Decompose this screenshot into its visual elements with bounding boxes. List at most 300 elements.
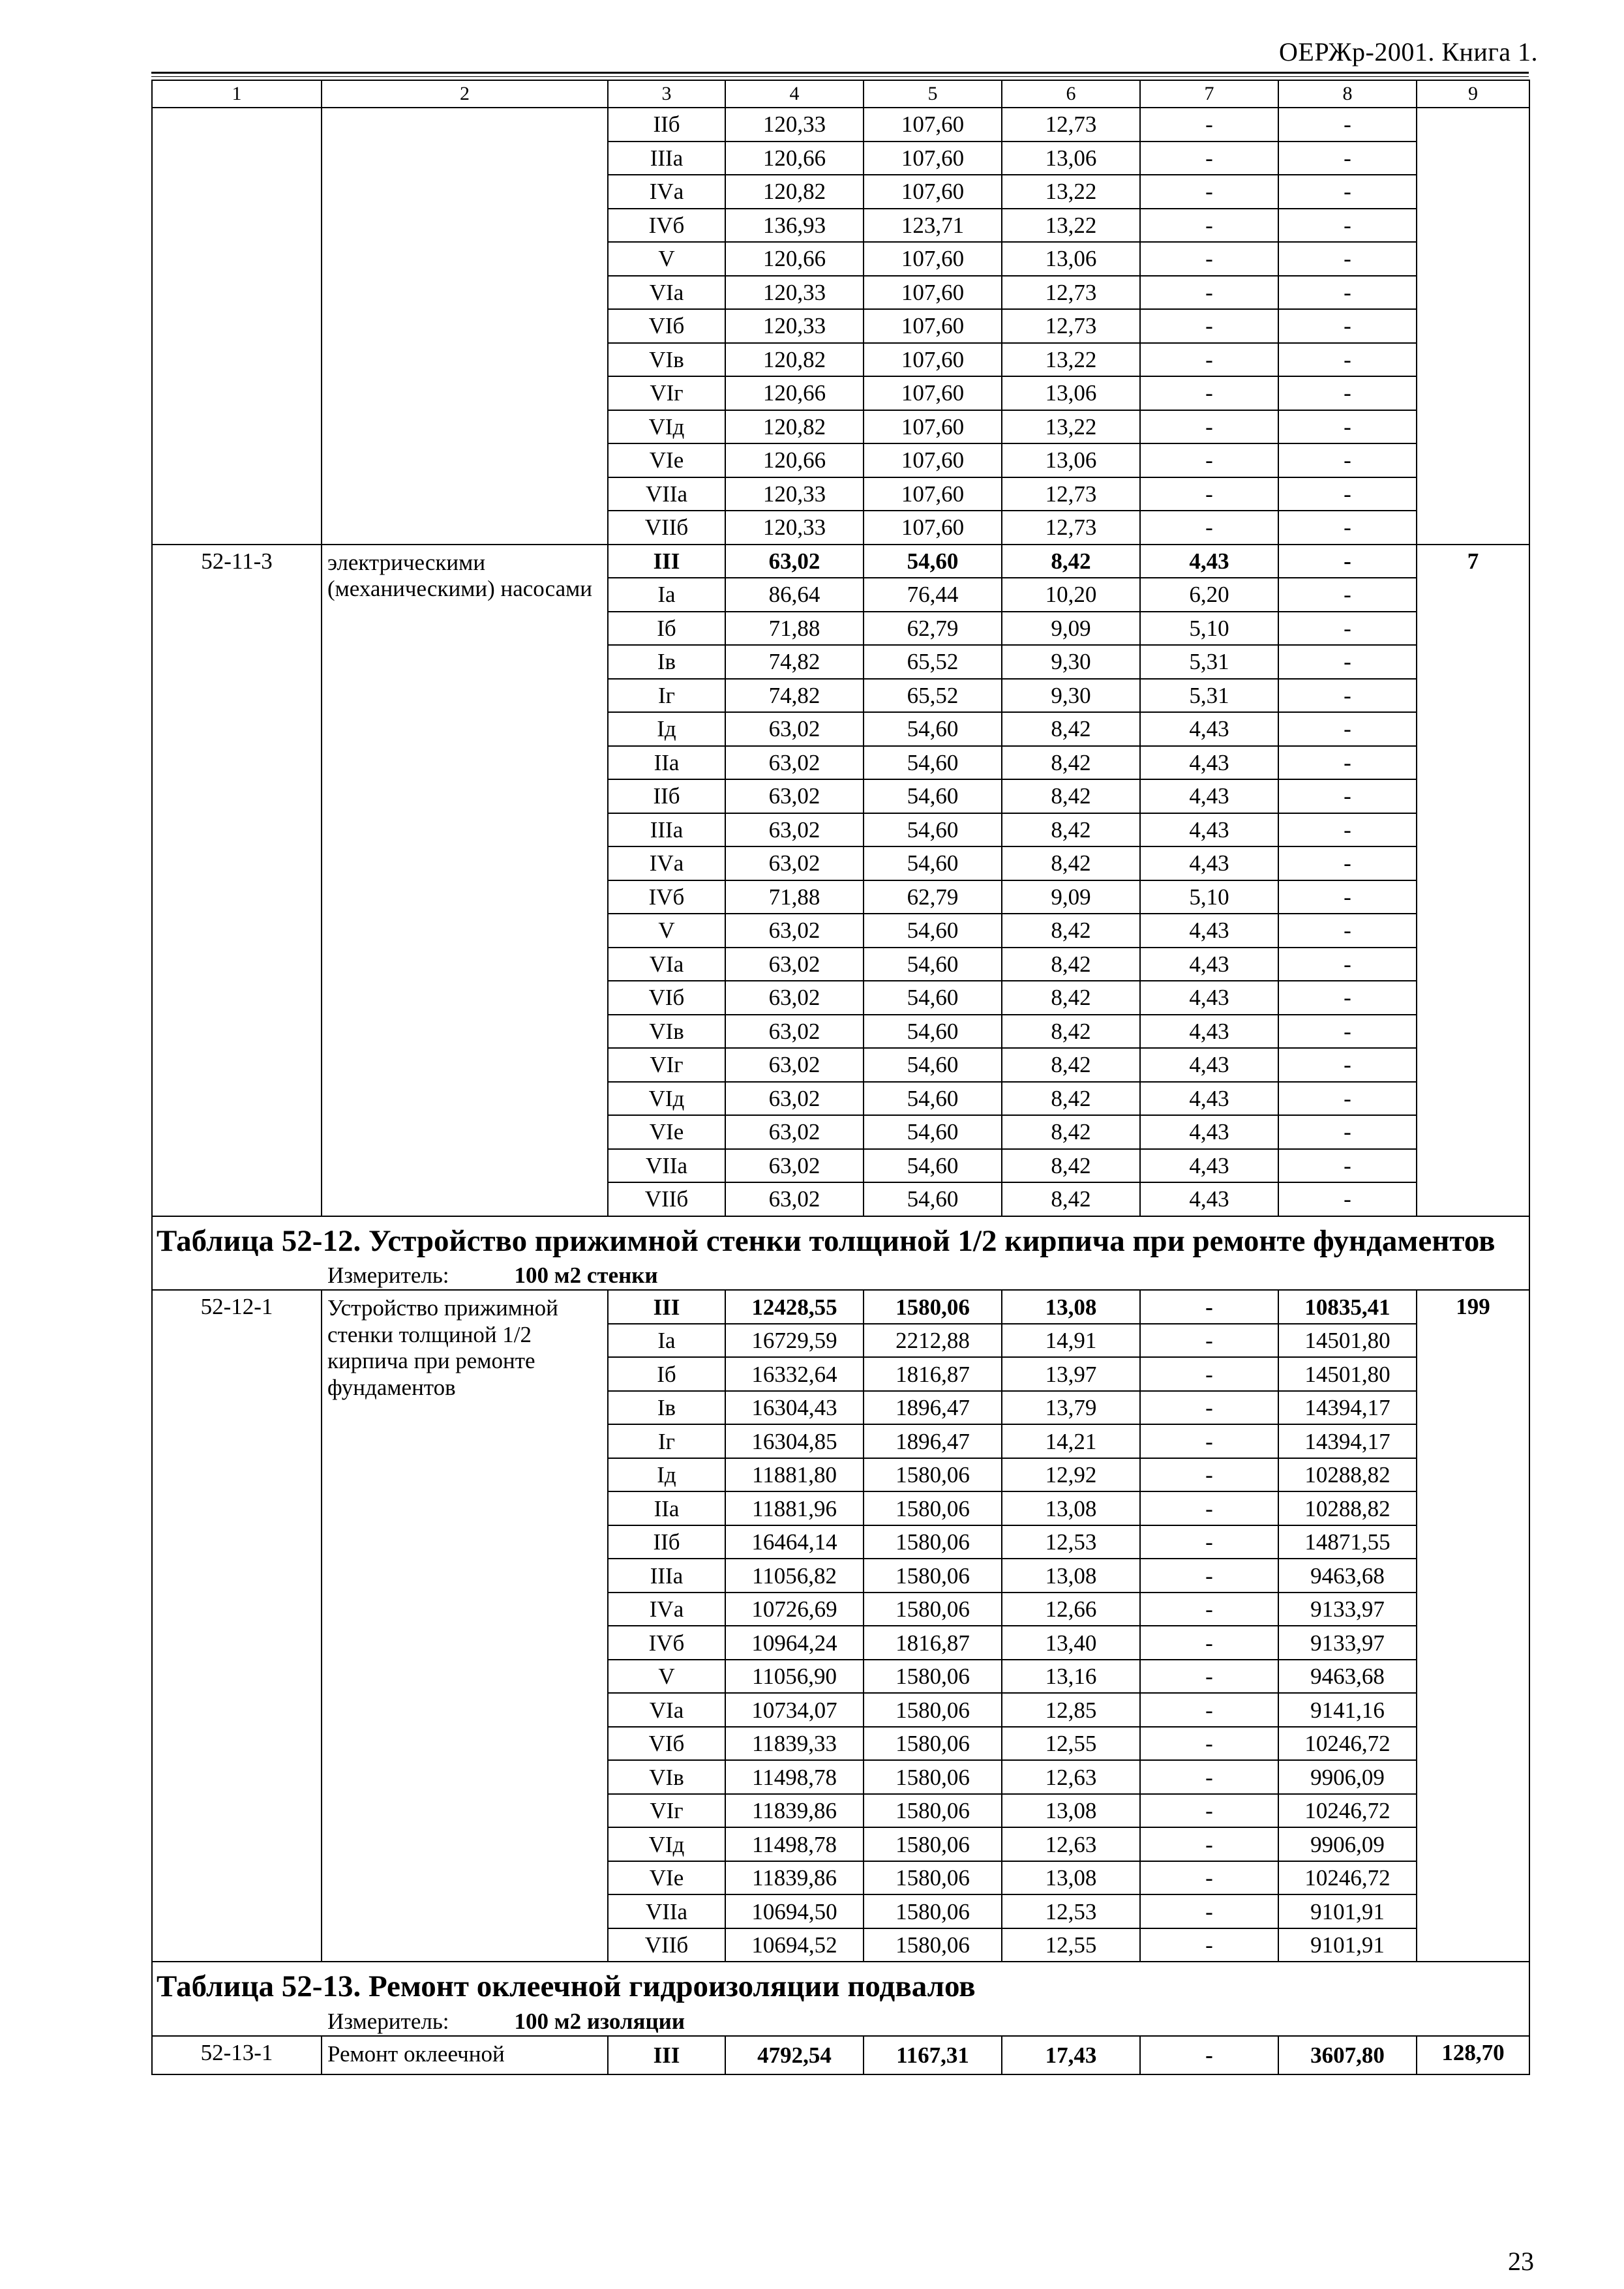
- value-cell: 13,08: [1002, 1559, 1140, 1593]
- value-cell: 4,43: [1140, 1015, 1278, 1049]
- value-cell: 13,06: [1002, 242, 1140, 276]
- value-cell: 14501,80: [1278, 1324, 1417, 1358]
- value-cell: 1580,06: [864, 1727, 1002, 1761]
- value-cell: -: [1140, 1760, 1278, 1794]
- zone-cell: VIб: [608, 309, 725, 343]
- zone-cell: IIIа: [608, 142, 725, 175]
- value-cell: -: [1140, 1324, 1278, 1358]
- value-cell: 11839,86: [725, 1794, 864, 1828]
- value-cell: -: [1278, 779, 1417, 813]
- value-cell: 54,60: [864, 948, 1002, 981]
- value-cell: 54,60: [864, 1015, 1002, 1049]
- value-cell: 120,66: [725, 376, 864, 410]
- value-cell: -: [1278, 981, 1417, 1015]
- value-cell: 9906,09: [1278, 1827, 1417, 1861]
- zone-cell: VIв: [608, 343, 725, 377]
- value-cell: 10694,52: [725, 1928, 864, 1962]
- value-cell: 11498,78: [725, 1760, 864, 1794]
- value-cell: 1580,06: [864, 1760, 1002, 1794]
- zone-cell: Iа: [608, 1324, 725, 1358]
- value-cell: 10288,82: [1278, 1458, 1417, 1492]
- value-cell: 12,53: [1002, 1525, 1140, 1559]
- value-cell: -: [1140, 1794, 1278, 1828]
- value-cell: -: [1140, 1525, 1278, 1559]
- value-cell: 1580,06: [864, 1559, 1002, 1593]
- value-cell: 10734,07: [725, 1693, 864, 1727]
- zone-cell: IVа: [608, 846, 725, 880]
- table-row: [152, 1290, 1529, 1324]
- value-cell: -: [1278, 343, 1417, 377]
- value-cell: 1896,47: [864, 1424, 1002, 1458]
- table-title: Таблица 52-12. Устройство прижимной стенки толщиной 1/2 кирпича при ремонте фундаментов: [157, 1223, 1496, 1258]
- value-cell: 12,73: [1002, 511, 1140, 545]
- value-cell: 8,42: [1002, 914, 1140, 948]
- value-cell: 107,60: [864, 410, 1002, 444]
- value-cell: -: [1140, 276, 1278, 310]
- value-cell: 12,73: [1002, 477, 1140, 511]
- column-number-cell: 9: [1417, 80, 1529, 108]
- zone-cell: V: [608, 1660, 725, 1694]
- zone-cell: VIе: [608, 1861, 725, 1895]
- column-number-cell: 7: [1140, 80, 1278, 108]
- table-title-cell: [152, 1962, 1529, 2036]
- value-cell: 120,33: [725, 477, 864, 511]
- value-cell: 1580,06: [864, 1794, 1002, 1828]
- zone-cell: IVб: [608, 209, 725, 243]
- value-cell: 4,43: [1140, 746, 1278, 780]
- value-cell: 14394,17: [1278, 1424, 1417, 1458]
- table-title-row: [152, 1962, 1529, 2036]
- value-cell: 9133,97: [1278, 1593, 1417, 1626]
- column-number-cell: 8: [1278, 80, 1417, 108]
- zone-cell: IVб: [608, 880, 725, 914]
- zone-cell: IVа: [608, 175, 725, 209]
- value-cell: 9133,97: [1278, 1626, 1417, 1660]
- value-cell: 54,60: [864, 779, 1002, 813]
- value-cell: 9,09: [1002, 880, 1140, 914]
- zone-cell: IIб: [608, 1525, 725, 1559]
- value-cell: -: [1278, 1149, 1417, 1183]
- value-cell: 1580,06: [864, 1593, 1002, 1626]
- column-number-cell: 2: [322, 80, 608, 108]
- zone-cell: VIв: [608, 1015, 725, 1049]
- value-cell: 120,33: [725, 309, 864, 343]
- value-cell: -: [1278, 376, 1417, 410]
- value-cell: 107,60: [864, 511, 1002, 545]
- value-cell: 9,30: [1002, 679, 1140, 713]
- value-cell: 4,43: [1140, 545, 1278, 578]
- value-cell: -: [1278, 309, 1417, 343]
- value-cell: -: [1278, 746, 1417, 780]
- value-cell: 54,60: [864, 813, 1002, 847]
- zone-cell: Iд: [608, 712, 725, 746]
- value-cell: -: [1278, 477, 1417, 511]
- value-cell: 12,53: [1002, 1894, 1140, 1928]
- value-cell: 54,60: [864, 914, 1002, 948]
- value-cell: -: [1140, 1894, 1278, 1928]
- value-cell: 120,33: [725, 511, 864, 545]
- zone-cell: VIIа: [608, 1149, 725, 1183]
- value-cell: 1580,06: [864, 1491, 1002, 1525]
- value-cell: 120,82: [725, 175, 864, 209]
- value-cell: -: [1140, 2036, 1278, 2074]
- value-cell: 14871,55: [1278, 1525, 1417, 1559]
- value-cell: -: [1278, 511, 1417, 545]
- value-cell: 86,64: [725, 578, 864, 612]
- value-cell: 13,06: [1002, 443, 1140, 477]
- value-cell: 1167,31: [864, 2036, 1002, 2074]
- zone-cell: Iд: [608, 1458, 725, 1492]
- value-cell: -: [1140, 142, 1278, 175]
- value-cell: 54,60: [864, 1082, 1002, 1116]
- value-cell: -: [1278, 209, 1417, 243]
- value-cell: -: [1140, 410, 1278, 444]
- zone-cell: Iб: [608, 612, 725, 646]
- value-cell: 9101,91: [1278, 1894, 1417, 1928]
- value-cell: 16729,59: [725, 1324, 864, 1358]
- value-cell: 71,88: [725, 880, 864, 914]
- value-cell: 12,63: [1002, 1827, 1140, 1861]
- value-cell: -: [1278, 948, 1417, 981]
- value-cell: 76,44: [864, 578, 1002, 612]
- value-cell: -: [1140, 1357, 1278, 1391]
- value-cell: 120,66: [725, 142, 864, 175]
- value-cell: -: [1140, 1491, 1278, 1525]
- value-cell: 12,66: [1002, 1593, 1140, 1626]
- value-cell: 1580,06: [864, 1290, 1002, 1324]
- value-cell: 14394,17: [1278, 1391, 1417, 1425]
- table-row: [152, 545, 1529, 578]
- value-cell: 54,60: [864, 712, 1002, 746]
- value-cell: 8,42: [1002, 981, 1140, 1015]
- rate-extra: 128,70: [1417, 2036, 1529, 2074]
- value-cell: 13,06: [1002, 376, 1140, 410]
- value-cell: 8,42: [1002, 746, 1140, 780]
- zone-cell: Iв: [608, 645, 725, 679]
- value-cell: 63,02: [725, 1149, 864, 1183]
- value-cell: 1816,87: [864, 1626, 1002, 1660]
- value-cell: 4,43: [1140, 1115, 1278, 1149]
- value-cell: 5,10: [1140, 612, 1278, 646]
- value-cell: -: [1140, 1693, 1278, 1727]
- value-cell: 9,30: [1002, 645, 1140, 679]
- value-cell: 10246,72: [1278, 1861, 1417, 1895]
- value-cell: 120,82: [725, 343, 864, 377]
- value-cell: -: [1140, 1559, 1278, 1593]
- value-cell: 1580,06: [864, 1861, 1002, 1895]
- value-cell: 12428,55: [725, 1290, 864, 1324]
- value-cell: 4,43: [1140, 1149, 1278, 1183]
- value-cell: -: [1140, 209, 1278, 243]
- value-cell: 107,60: [864, 477, 1002, 511]
- value-cell: 54,60: [864, 1182, 1002, 1216]
- rate-code-continued: [152, 108, 322, 545]
- zone-cell: III: [608, 545, 725, 578]
- value-cell: 54,60: [864, 746, 1002, 780]
- value-cell: -: [1278, 175, 1417, 209]
- value-cell: 71,88: [725, 612, 864, 646]
- value-cell: 13,08: [1002, 1491, 1140, 1525]
- zone-cell: V: [608, 242, 725, 276]
- value-cell: -: [1140, 309, 1278, 343]
- value-cell: 1580,06: [864, 1458, 1002, 1492]
- value-cell: 4,43: [1140, 948, 1278, 981]
- value-cell: -: [1278, 813, 1417, 847]
- value-cell: 63,02: [725, 545, 864, 578]
- rate-description-continued: [322, 108, 608, 545]
- value-cell: 11056,82: [725, 1559, 864, 1593]
- zone-cell: IIб: [608, 108, 725, 142]
- value-cell: -: [1278, 645, 1417, 679]
- value-cell: 4792,54: [725, 2036, 864, 2074]
- value-cell: 4,43: [1140, 914, 1278, 948]
- zone-cell: IVа: [608, 1593, 725, 1626]
- value-cell: -: [1140, 1593, 1278, 1626]
- value-cell: 5,10: [1140, 880, 1278, 914]
- rate-description: Устройство прижимной стенки толщиной 1/2 кирпича при ремонте фундаментов: [322, 1290, 608, 1962]
- value-cell: 9463,68: [1278, 1559, 1417, 1593]
- value-cell: 1580,06: [864, 1525, 1002, 1559]
- value-cell: 74,82: [725, 645, 864, 679]
- value-cell: 13,22: [1002, 209, 1140, 243]
- value-cell: -: [1140, 1928, 1278, 1962]
- measure-line: [157, 1264, 1525, 1287]
- header-rule-thin: [151, 76, 1529, 77]
- zone-cell: Iа: [608, 578, 725, 612]
- zone-cell: VIд: [608, 1827, 725, 1861]
- rate-extra-continued: [1417, 108, 1529, 545]
- page-number: 23: [1508, 2247, 1534, 2276]
- column-number-cell: 3: [608, 80, 725, 108]
- zone-cell: IIа: [608, 1491, 725, 1525]
- value-cell: 107,60: [864, 108, 1002, 142]
- value-cell: 10726,69: [725, 1593, 864, 1626]
- value-cell: 107,60: [864, 376, 1002, 410]
- zone-cell: VIг: [608, 1794, 725, 1828]
- value-cell: 16332,64: [725, 1357, 864, 1391]
- value-cell: 12,63: [1002, 1760, 1140, 1794]
- value-cell: 63,02: [725, 981, 864, 1015]
- value-cell: -: [1278, 679, 1417, 713]
- value-cell: 8,42: [1002, 1149, 1140, 1183]
- value-cell: 120,33: [725, 276, 864, 310]
- value-cell: 13,79: [1002, 1391, 1140, 1425]
- value-cell: 63,02: [725, 1182, 864, 1216]
- zone-cell: VIа: [608, 276, 725, 310]
- value-cell: 63,02: [725, 813, 864, 847]
- value-cell: 62,79: [864, 612, 1002, 646]
- value-cell: 54,60: [864, 1115, 1002, 1149]
- value-cell: 12,55: [1002, 1727, 1140, 1761]
- value-cell: 1580,06: [864, 1894, 1002, 1928]
- value-cell: 63,02: [725, 846, 864, 880]
- measure-label: Измеритель:: [327, 1263, 449, 1289]
- value-cell: 63,02: [725, 1048, 864, 1082]
- zone-cell: VIе: [608, 443, 725, 477]
- value-cell: 10694,50: [725, 1894, 864, 1928]
- value-cell: -: [1278, 914, 1417, 948]
- zone-cell: VIе: [608, 1115, 725, 1149]
- value-cell: 10246,72: [1278, 1794, 1417, 1828]
- measure-unit: 100 м2 стенки: [514, 1263, 658, 1289]
- value-cell: -: [1278, 1082, 1417, 1116]
- value-cell: 8,42: [1002, 1015, 1140, 1049]
- value-cell: 12,73: [1002, 309, 1140, 343]
- value-cell: 1816,87: [864, 1357, 1002, 1391]
- value-cell: 63,02: [725, 1115, 864, 1149]
- value-cell: 17,43: [1002, 2036, 1140, 2074]
- value-cell: 9141,16: [1278, 1693, 1417, 1727]
- rate-description: Ремонт оклеечной: [322, 2036, 608, 2074]
- value-cell: -: [1278, 242, 1417, 276]
- value-cell: 54,60: [864, 846, 1002, 880]
- value-cell: 54,60: [864, 981, 1002, 1015]
- value-cell: 9463,68: [1278, 1660, 1417, 1694]
- value-cell: 2212,88: [864, 1324, 1002, 1358]
- value-cell: 12,55: [1002, 1928, 1140, 1962]
- value-cell: 11881,96: [725, 1491, 864, 1525]
- value-cell: 54,60: [864, 1048, 1002, 1082]
- value-cell: 11881,80: [725, 1458, 864, 1492]
- value-cell: 1580,06: [864, 1660, 1002, 1694]
- zone-cell: VIд: [608, 410, 725, 444]
- value-cell: -: [1278, 712, 1417, 746]
- zone-cell: IIа: [608, 746, 725, 780]
- column-number-cell: 4: [725, 80, 864, 108]
- value-cell: 11056,90: [725, 1660, 864, 1694]
- value-cell: 107,60: [864, 276, 1002, 310]
- value-cell: -: [1278, 545, 1417, 578]
- value-cell: 12,73: [1002, 276, 1140, 310]
- zone-cell: VIIб: [608, 1182, 725, 1216]
- value-cell: -: [1140, 242, 1278, 276]
- zone-cell: VIв: [608, 1760, 725, 1794]
- column-number-cell: 5: [864, 80, 1002, 108]
- value-cell: 13,16: [1002, 1660, 1140, 1694]
- value-cell: 8,42: [1002, 813, 1140, 847]
- value-cell: 4,43: [1140, 779, 1278, 813]
- rate-extra: 199: [1417, 1290, 1529, 1962]
- value-cell: 107,60: [864, 242, 1002, 276]
- value-cell: 10,20: [1002, 578, 1140, 612]
- value-cell: 8,42: [1002, 948, 1140, 981]
- value-cell: 16304,85: [725, 1424, 864, 1458]
- value-cell: 136,93: [725, 209, 864, 243]
- zone-cell: VIб: [608, 981, 725, 1015]
- zone-cell: IVб: [608, 1626, 725, 1660]
- value-cell: -: [1140, 511, 1278, 545]
- measure-line: [157, 2010, 1525, 2033]
- value-cell: -: [1140, 1424, 1278, 1458]
- value-cell: -: [1278, 108, 1417, 142]
- value-cell: 3607,80: [1278, 2036, 1417, 2074]
- value-cell: 10246,72: [1278, 1727, 1417, 1761]
- zone-cell: Iг: [608, 679, 725, 713]
- value-cell: 4,43: [1140, 981, 1278, 1015]
- zone-cell: III: [608, 1290, 725, 1324]
- value-cell: 13,22: [1002, 175, 1140, 209]
- value-cell: 54,60: [864, 545, 1002, 578]
- value-cell: 6,20: [1140, 578, 1278, 612]
- rate-extra: 7: [1417, 545, 1529, 1216]
- value-cell: 63,02: [725, 779, 864, 813]
- value-cell: 10964,24: [725, 1626, 864, 1660]
- value-cell: -: [1278, 1182, 1417, 1216]
- header-rule: [151, 72, 1529, 74]
- table-row: [152, 108, 1529, 142]
- value-cell: 4,43: [1140, 813, 1278, 847]
- zone-cell: VIа: [608, 948, 725, 981]
- value-cell: 123,71: [864, 209, 1002, 243]
- zone-cell: IIб: [608, 779, 725, 813]
- value-cell: 8,42: [1002, 779, 1140, 813]
- zone-cell: V: [608, 914, 725, 948]
- zone-cell: VIIб: [608, 511, 725, 545]
- value-cell: -: [1140, 175, 1278, 209]
- value-cell: 13,97: [1002, 1357, 1140, 1391]
- zone-cell: Iв: [608, 1391, 725, 1425]
- zone-cell: VIIб: [608, 1928, 725, 1962]
- zone-cell: IIIа: [608, 813, 725, 847]
- value-cell: -: [1278, 1048, 1417, 1082]
- value-cell: 8,42: [1002, 1082, 1140, 1116]
- value-cell: 13,08: [1002, 1290, 1140, 1324]
- value-cell: 14501,80: [1278, 1357, 1417, 1391]
- zone-cell: VIб: [608, 1727, 725, 1761]
- value-cell: 107,60: [864, 175, 1002, 209]
- measure-unit: 100 м2 изоляции: [514, 2009, 685, 2034]
- value-cell: -: [1140, 443, 1278, 477]
- value-cell: 120,82: [725, 410, 864, 444]
- value-cell: -: [1278, 880, 1417, 914]
- value-cell: 8,42: [1002, 1048, 1140, 1082]
- value-cell: 54,60: [864, 1149, 1002, 1183]
- value-cell: 14,91: [1002, 1324, 1140, 1358]
- value-cell: 9,09: [1002, 612, 1140, 646]
- value-cell: 12,92: [1002, 1458, 1140, 1492]
- rate-code: 52-11-3: [152, 545, 322, 1216]
- table-row: [152, 2036, 1529, 2074]
- value-cell: 8,42: [1002, 846, 1140, 880]
- value-cell: -: [1278, 410, 1417, 444]
- value-cell: -: [1140, 343, 1278, 377]
- value-cell: -: [1140, 1391, 1278, 1425]
- value-cell: 4,43: [1140, 1048, 1278, 1082]
- value-cell: 63,02: [725, 1015, 864, 1049]
- value-cell: -: [1278, 443, 1417, 477]
- value-cell: -: [1140, 1861, 1278, 1895]
- zone-cell: VIIа: [608, 477, 725, 511]
- value-cell: 63,02: [725, 914, 864, 948]
- value-cell: -: [1140, 1727, 1278, 1761]
- page-header: ОЕРЖр-2001. Книга 1.: [1279, 37, 1538, 67]
- value-cell: -: [1140, 376, 1278, 410]
- table-title: Таблица 52-13. Ремонт оклеечной гидроизоляции подвалов: [157, 1969, 976, 2004]
- value-cell: 8,42: [1002, 712, 1140, 746]
- table-title-cell: [152, 1216, 1529, 1291]
- value-cell: 13,22: [1002, 410, 1140, 444]
- rate-code: 52-13-1: [152, 2036, 322, 2074]
- value-cell: -: [1278, 1115, 1417, 1149]
- column-number-row: [152, 80, 1529, 108]
- value-cell: 107,60: [864, 443, 1002, 477]
- value-cell: 13,08: [1002, 1861, 1140, 1895]
- value-cell: 11498,78: [725, 1827, 864, 1861]
- value-cell: 63,02: [725, 1082, 864, 1116]
- value-cell: -: [1278, 142, 1417, 175]
- value-cell: -: [1140, 1660, 1278, 1694]
- value-cell: -: [1278, 1015, 1417, 1049]
